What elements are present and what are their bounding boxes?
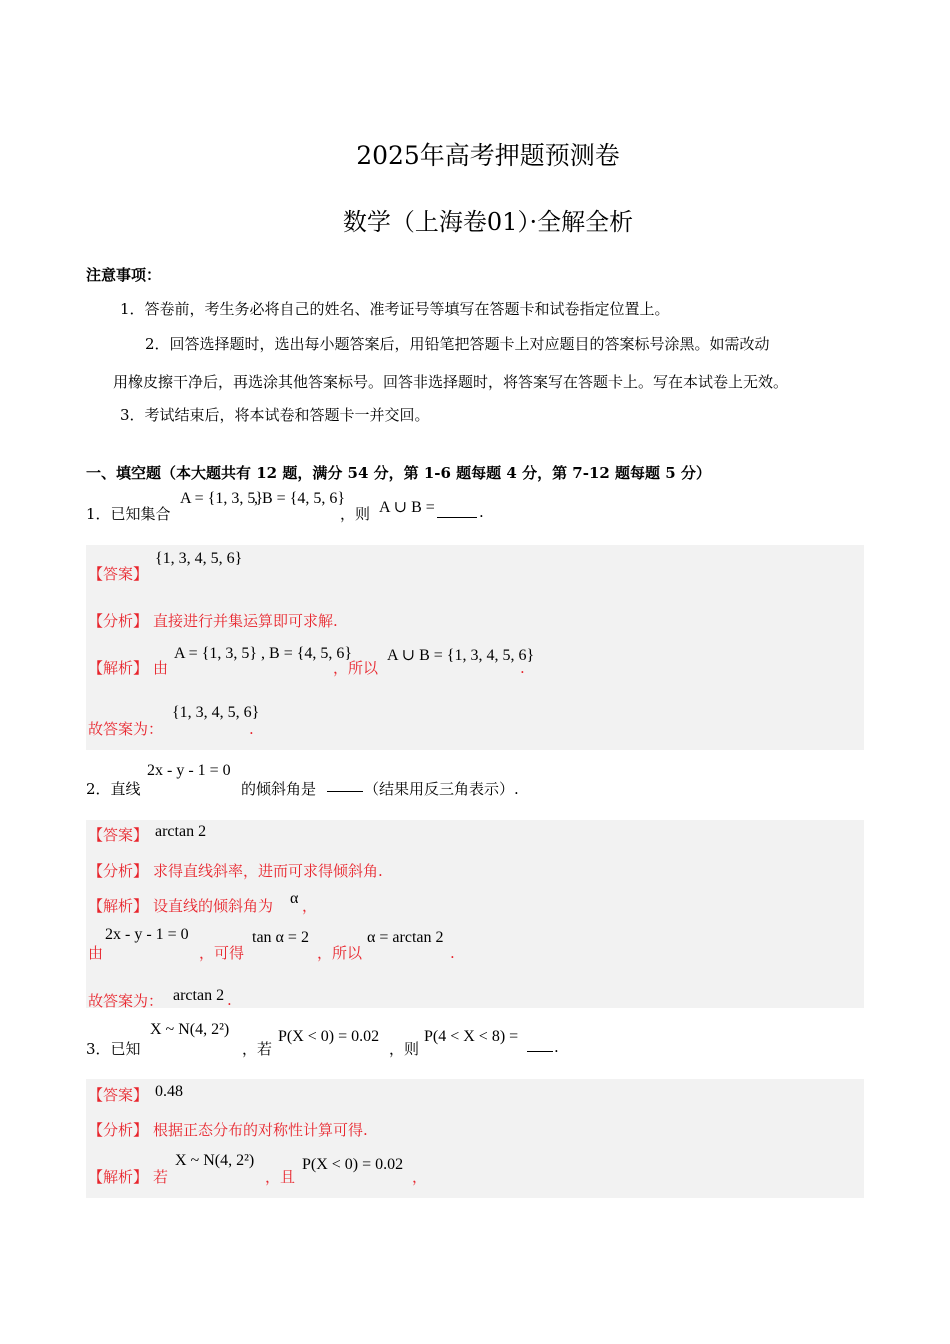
question-2-note: （结果用反三角表示）. — [364, 780, 519, 798]
answer-label-2: 【答案】 — [88, 826, 149, 844]
notice-item-3: 3．考试结束后，将本试卷和答题卡一并交回。 — [120, 406, 430, 424]
solution-3-end: ， — [412, 1168, 428, 1186]
final-answer-2-end: . — [227, 991, 232, 1009]
question-3-target: P(4 < X < 8) = — [424, 1028, 519, 1045]
solution-2-pre: 由 — [88, 944, 104, 962]
page-title: 2025年高考押题预测卷 — [356, 141, 620, 170]
solution-2-tan: tan α = 2 — [252, 929, 309, 946]
notice-item-2-line-2: 用橡皮擦干净后，再选涂其他答案标号。回答非选择题时，将答案写在答题卡上。写在本试卷上无效。 — [113, 373, 789, 391]
answer-label-3: 【答案】 — [88, 1086, 149, 1104]
question-2-blank — [327, 777, 363, 792]
solution-2-equation: 2x - y - 1 = 0 — [105, 926, 189, 943]
question-1-then: ，则 — [340, 505, 371, 523]
final-answer-label-1: 故答案为： — [88, 720, 164, 738]
question-3-end: . — [554, 1038, 559, 1056]
final-answer-1-end: . — [249, 720, 254, 738]
solution-1-pre: 由 — [153, 659, 169, 677]
answer-1-value: {1, 3, 4, 5, 6} — [155, 550, 243, 567]
answer-label-1: 【答案】 — [88, 565, 149, 583]
question-2-text: 2．直线 — [86, 780, 141, 798]
solution-2-result: α = arctan 2 — [367, 929, 444, 946]
question-3-blank — [527, 1037, 553, 1052]
question-1-text: 1．已知集合 — [86, 505, 171, 523]
solution-3-mid: ，且 — [265, 1168, 296, 1186]
question-1-end: . — [479, 503, 484, 521]
solution-label-2: 【解析】 — [88, 897, 149, 915]
solution-2-alpha: α — [290, 890, 299, 907]
question-1-set-a: A = {1, 3, 5} — [180, 490, 264, 507]
analysis-label-1: 【分析】 — [88, 612, 149, 630]
question-3-if: ，若 — [242, 1040, 273, 1058]
question-3-text: 3．已知 — [86, 1040, 141, 1058]
solution-label-3: 【解析】 — [88, 1168, 149, 1186]
solution-3-distribution: X ~ N(4, 2²) — [175, 1152, 255, 1169]
section-heading: 一、填空题（本大题共有 12 题，满分 54 分，第 1-6 题每题 4 分，第 7-12 题每题 5 分） — [86, 464, 711, 482]
notice-heading: 注意事项： — [86, 266, 162, 284]
question-2-equation: 2x - y - 1 = 0 — [147, 762, 231, 779]
solution-2-mid2: ，所以 — [317, 944, 363, 962]
final-answer-label-2: 故答案为： — [88, 992, 164, 1010]
solution-3-pre: 若 — [153, 1168, 169, 1186]
question-3-then: ，则 — [389, 1040, 420, 1058]
solution-2-line-1: 设直线的倾斜角为 — [153, 897, 274, 915]
analysis-label-2: 【分析】 — [88, 862, 149, 880]
question-3-probability: P(X < 0) = 0.02 — [278, 1028, 380, 1045]
analysis-1-text: 直接进行并集运算即可求解. — [153, 612, 338, 630]
question-1-union-expr: A ∪ B = — [379, 499, 435, 516]
answer-2-value: arctan 2 — [155, 823, 207, 840]
analysis-3-text: 根据正态分布的对称性计算可得. — [153, 1121, 368, 1139]
question-1-blank — [437, 503, 477, 518]
solution-1-sets: A = {1, 3, 5} , B = {4, 5, 6} — [174, 645, 353, 662]
solution-1-union: A ∪ B = {1, 3, 4, 5, 6} — [387, 647, 535, 664]
notice-item-2-line-1: 2．回答选择题时，选出每小题答案后，用铅笔把答题卡上对应题目的答案标号涂黑。如需改动 — [145, 335, 770, 353]
analysis-label-3: 【分析】 — [88, 1121, 149, 1139]
answer-3-value: 0.48 — [155, 1083, 183, 1100]
solution-2-end: . — [450, 944, 455, 962]
question-3-distribution: X ~ N(4, 2²) — [150, 1021, 230, 1038]
final-answer-2-value: arctan 2 — [173, 987, 225, 1004]
solution-label-1: 【解析】 — [88, 659, 149, 677]
notice-item-1: 1．答卷前，考生务必将自己的姓名、准考证号等填写在答题卡和试卷指定位置上。 — [120, 300, 670, 318]
solution-2-line-1-end: ， — [302, 897, 318, 915]
page-subtitle: 数学（上海卷01）·全解全析 — [342, 208, 634, 236]
solution-1-mid: ，所以 — [333, 659, 379, 677]
solution-1-end: . — [520, 659, 525, 677]
question-1-set-b: , B = {4, 5, 6} — [254, 490, 346, 507]
solution-2-mid: ，可得 — [199, 944, 245, 962]
final-answer-1-value: {1, 3, 4, 5, 6} — [172, 704, 260, 721]
solution-3-probability: P(X < 0) = 0.02 — [302, 1156, 404, 1173]
question-2-body: 的倾斜角是 — [241, 780, 317, 798]
analysis-2-text: 求得直线斜率，进而可求得倾斜角. — [153, 862, 383, 880]
